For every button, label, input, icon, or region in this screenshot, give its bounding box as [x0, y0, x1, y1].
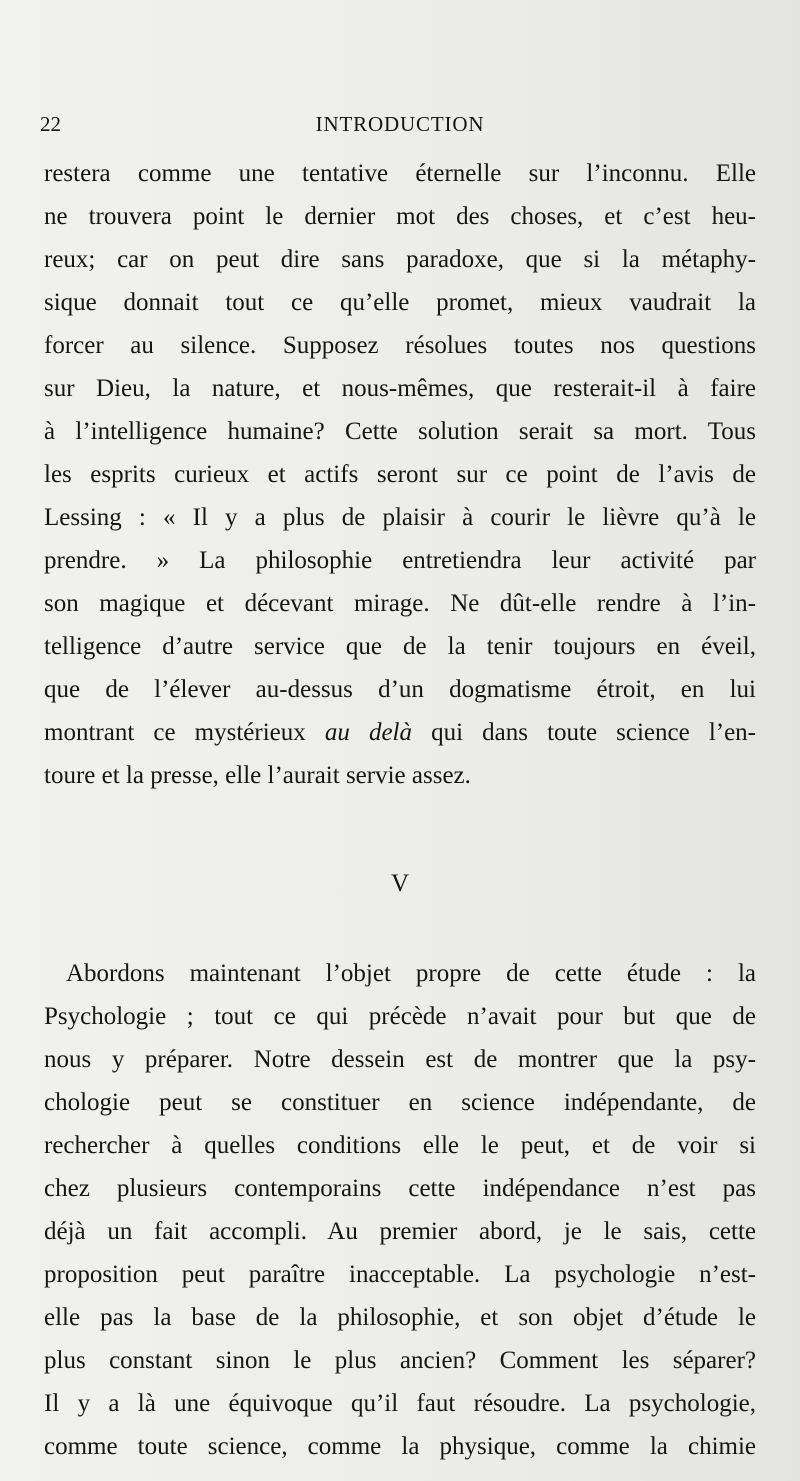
text-line: chez plusieurs contemporains cette indépendance n’est pas — [44, 1175, 756, 1202]
text-line: les esprits curieux et actifs seront sur ce point de l’avis de — [44, 461, 756, 488]
text-line: reux; car on peut dire sans paradoxe, que si la métaphy- — [44, 246, 756, 273]
text-line: déjà un fait accompli. Au premier abord, je le sais, cette — [44, 1218, 756, 1245]
text-line: Lessing : « Il y a plus de plaisir à courir le lièvre qu’à le — [44, 504, 756, 531]
italic-phrase: au delà — [324, 719, 412, 746]
text-line: chologie peut se constituer en science indépendante, de — [44, 1089, 756, 1116]
text-line: rechercher à quelles conditions elle le peut, et de voir si — [44, 1132, 756, 1159]
text-line: sur Dieu, la nature, et nous-mêmes, que resterait-il à faire — [44, 375, 756, 402]
text-line: forcer au silence. Supposez résolues toutes nos questions — [44, 332, 756, 359]
text-line: Psychologie ; tout ce qui précède n’avait pour but que de — [44, 1003, 756, 1030]
text-line: elle pas la base de la philosophie, et son objet d’étude le — [44, 1304, 756, 1331]
text-line-with-italic — [44, 711, 756, 754]
text-line: que de l’élever au-dessus d’un dogmatisme étroit, en lui — [44, 676, 756, 703]
paragraph-continued — [44, 152, 756, 797]
text-segment: qui dans toute science l’en- — [412, 719, 757, 746]
text-line: Abordons maintenant l’objet propre de cette étude : la — [66, 960, 756, 987]
text-line: sique donnait tout ce qu’elle promet, mieux vaudrait la — [44, 289, 756, 316]
text-line: proposition peut paraître inacceptable. La psychologie n’est- — [44, 1261, 756, 1288]
section-heading: V — [390, 870, 410, 897]
text-line: telligence d’autre service que de la tenir toujours en éveil, — [44, 633, 756, 660]
text-line: toure et la presse, elle l’aurait servie assez. — [44, 762, 471, 789]
text-line: nous y préparer. Notre dessein est de montrer que la psy- — [44, 1046, 756, 1073]
text-line: prendre. » La philosophie entretiendra leur activité par — [44, 547, 756, 574]
text-line: plus constant sinon le plus ancien? Comment les séparer? — [44, 1347, 756, 1374]
text-line: comme toute science, comme la physique, comme la chimie — [44, 1433, 756, 1460]
paragraph-section-v — [44, 952, 756, 1468]
text-line: restera comme une tentative éternelle sur l’inconnu. Elle — [44, 160, 756, 187]
running-head: INTRODUCTION — [315, 112, 485, 136]
page-header — [40, 112, 760, 146]
text-line: son magique et décevant mirage. Ne dût-elle rendre à l’in- — [44, 590, 756, 617]
text-line: à l’intelligence humaine? Cette solution serait sa mort. Tous — [44, 418, 756, 445]
text-line: Il y a là une équivoque qu’il faut résoudre. La psychologie, — [44, 1390, 756, 1417]
text-line: ne trouvera point le dernier mot des choses, et c’est heu- — [44, 203, 756, 230]
page-number: 22 — [40, 112, 61, 136]
text-segment: montrant ce mystérieux — [44, 719, 325, 746]
